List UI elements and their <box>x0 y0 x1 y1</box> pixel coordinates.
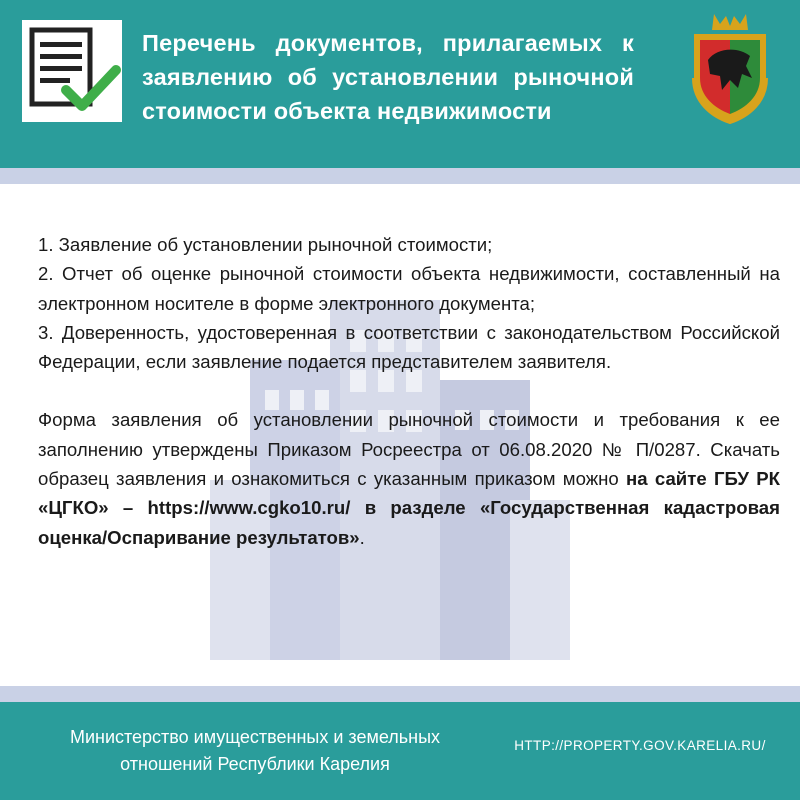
form-info-text: Форма заявления об установлении рыночной стоимости и требования к ее заполнению утверждены Приказом Росреестра от 06.08.2020 № П/0287. Скачать образец заявления и ознакомиться с указанным приказом можно <box>38 409 780 490</box>
header-banner <box>0 0 800 168</box>
ministry-url-link[interactable]: HTTP://PROPERTY.GOV.KARELIA.RU/ <box>514 738 766 753</box>
footer-banner <box>0 702 800 800</box>
ministry-name: Министерство имущественных и земельных отношений Республики Карелия <box>69 727 441 774</box>
list-item-2: 2. Отчет об оценке рыночной стоимости объекта недвижимости, составленный на электронном носителе в форме электронного документа; <box>38 263 780 314</box>
website-reference-link[interactable]: на сайте ГБУ РК «ЦГКО» – https://www.cgko10.ru/ в разделе «Государственная кадастровая оценка/Оспаривание результатов» <box>38 468 780 548</box>
karelia-coat-of-arms-icon <box>686 12 774 124</box>
page-title: Перечень документов, прилагаемых к заявлению об установлении рыночной стоимости объекта недвижимости <box>142 30 634 124</box>
list-item-1: 1. Заявление об установлении рыночной стоимости; <box>38 234 493 255</box>
footer-stripe <box>0 686 800 702</box>
paragraph-gap <box>38 376 780 405</box>
header-stripe <box>0 168 800 184</box>
list-item-3: 3. Доверенность, удостоверенная в соответствии с законодательством Российской Федерации, если заявление подается представителем заявителя. <box>38 321 780 373</box>
checklist-document-icon <box>22 20 122 122</box>
form-info-paragraph <box>38 405 780 551</box>
document-list-content <box>38 230 780 552</box>
paragraph-end: . <box>359 526 365 548</box>
